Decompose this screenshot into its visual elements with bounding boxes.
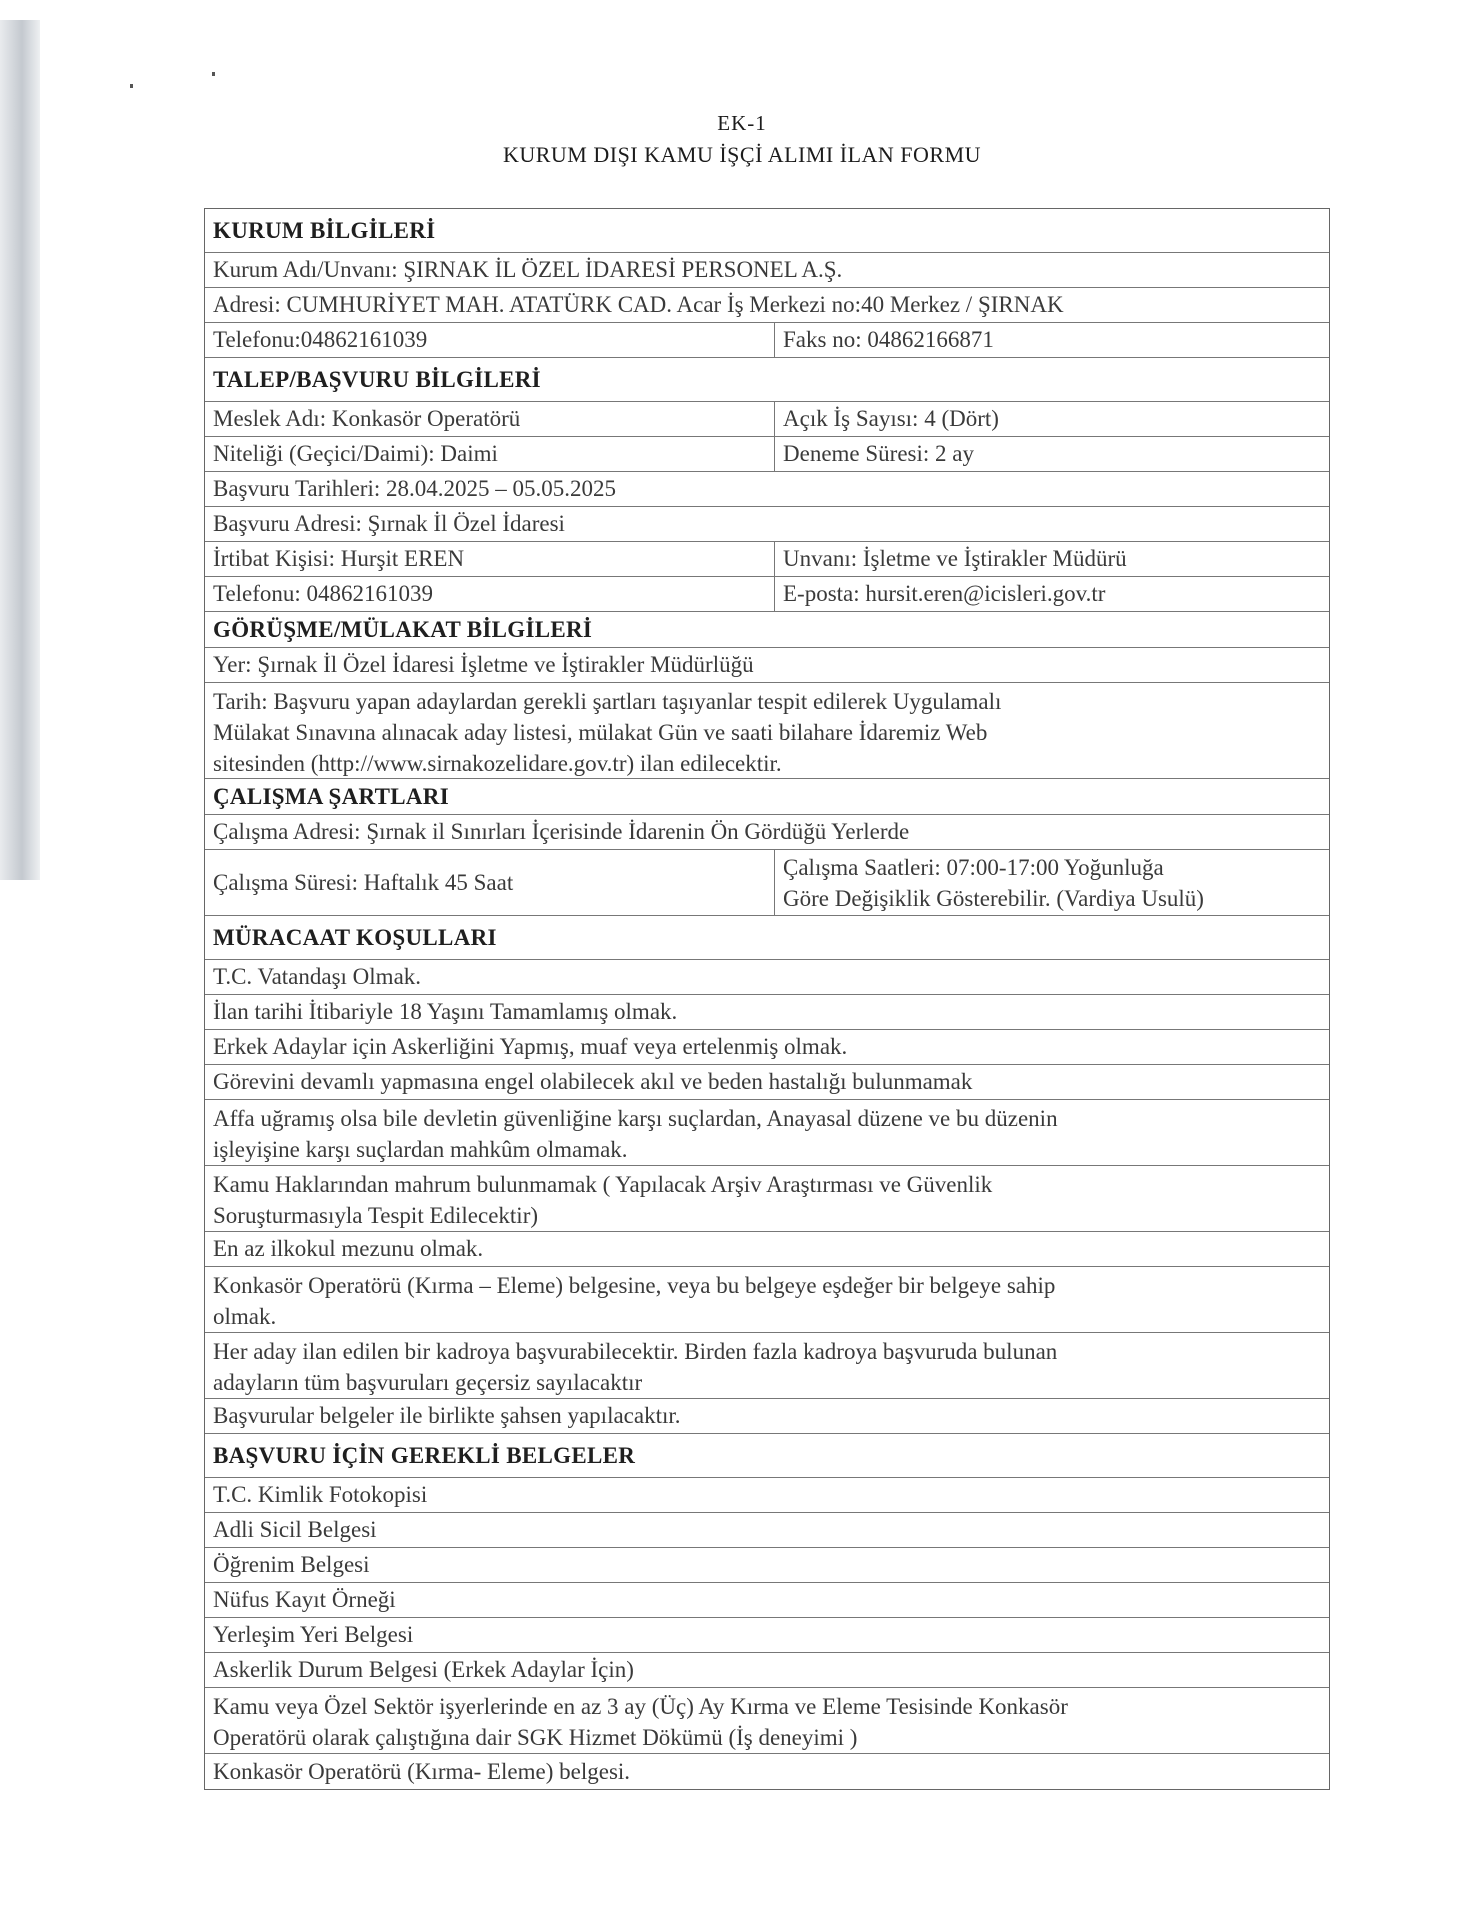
table-row: [205, 1399, 1329, 1434]
trial-period: Deneme Süresi: 2 ay: [783, 441, 974, 466]
section-documents-header: [205, 1434, 1329, 1478]
text-line: Kamu veya Özel Sektör işyerlerinde en az 3 ay (Üç) Ay Kırma ve Eleme Tesisinde Konkasör: [213, 1694, 1068, 1719]
work-hours: [775, 850, 1329, 915]
requirement-item: Başvurular belgeler ile birlikte şahsen yapılacaktır.: [213, 1403, 681, 1428]
table-row: [205, 648, 1329, 683]
table-row: [205, 1618, 1329, 1653]
section-heading: ÇALIŞMA ŞARTLARI: [213, 783, 449, 809]
requirement-item: En az ilkokul mezunu olmak.: [213, 1236, 484, 1261]
work-address: Çalışma Adresi: Şırnak il Sınırları İçerisinde İdarenin Ön Gördüğü Yerlerde: [213, 819, 910, 844]
table-row: [205, 1065, 1329, 1100]
text-line: Her aday ilan edilen bir kadroya başvurabilecektir. Birden fazla kadroya başvuruda bulunan: [213, 1339, 1058, 1364]
document-item: Adli Sicil Belgesi: [213, 1517, 377, 1542]
document-item: Yerleşim Yeri Belgesi: [213, 1622, 414, 1647]
requirement-item: Görevini devamlı yapmasına engel olabilecek akıl ve beden hastalığı bulunmamak: [213, 1069, 973, 1094]
contact-title: Unvanı: İşletme ve İştirakler Müdürü: [783, 546, 1127, 571]
table-row: [205, 402, 1329, 437]
table-row: [205, 815, 1329, 850]
table-row: [205, 683, 1329, 779]
requirement-item: T.C. Vatandaşı Olmak.: [213, 964, 422, 989]
application-address: Başvuru Adresi: Şırnak İl Özel İdaresi: [213, 511, 565, 536]
section-heading: BAŞVURU İÇİN GEREKLİ BELGELER: [213, 1442, 636, 1468]
requirement-item: [205, 1166, 1329, 1231]
text-line: sitesinden (http://www.sirnakozelidare.gov.tr) ilan edilecektir.: [213, 751, 782, 776]
text-line: Soruşturmasıyla Tespit Edilecektir): [213, 1203, 539, 1228]
table-row: [205, 1100, 1329, 1166]
text-line: Kamu Haklarından mahrum bulunmamak ( Yapılacak Arşiv Araştırması ve Güvenlik: [213, 1172, 993, 1197]
table-row: [205, 995, 1329, 1030]
institution-name: Kurum Adı/Unvanı: ŞIRNAK İL ÖZEL İDARESİ PERSONEL A.Ş.: [213, 257, 843, 282]
table-row: [205, 1513, 1329, 1548]
text-line: Göre Değişiklik Gösterebilir. (Vardiya Usulü): [783, 885, 1204, 911]
scan-speck: [130, 84, 133, 88]
text-line: Mülakat Sınavına alınacak aday listesi, mülakat Gün ve saati bilahare İdaremiz Web: [213, 720, 988, 745]
table-row: [205, 960, 1329, 995]
table-row: [205, 507, 1329, 542]
table-row: [205, 472, 1329, 507]
table-row: [205, 323, 1329, 358]
document-item: Askerlik Durum Belgesi (Erkek Adaylar İçin): [213, 1657, 634, 1682]
requirement-item: [205, 1267, 1329, 1332]
table-row: [205, 577, 1329, 612]
contact-person: İrtibat Kişisi: Hurşit EREN: [205, 542, 775, 576]
text-line: Affa uğramış olsa bile devletin güvenliğine karşı suçlardan, Anayasal düzene ve bu düzenin: [213, 1106, 1058, 1131]
section-institution-header: [205, 209, 1329, 253]
text-line: Konkasör Operatörü (Kırma – Eleme) belgesine, veya bu belgeye eşdeğer bir belgeye sahip: [213, 1273, 1056, 1298]
document-item: Nüfus Kayıt Örneği: [213, 1587, 396, 1612]
application-dates: Başvuru Tarihleri: 28.04.2025 – 05.05.2025: [213, 476, 616, 501]
table-row: [205, 1653, 1329, 1688]
section-heading: MÜRACAAT KOŞULLARI: [213, 924, 497, 950]
contact-email: E-posta: hursit.eren@icisleri.gov.tr: [783, 581, 1106, 606]
table-row: [205, 850, 1329, 916]
requirement-item: Erkek Adaylar için Askerliğini Yapmış, muaf veya ertelenmiş olmak.: [213, 1034, 848, 1059]
requirement-item: İlan tarihi İtibariyle 18 Yaşını Tamamlamış olmak.: [213, 999, 678, 1024]
contact-phone: Telefonu: 04862161039: [205, 577, 775, 611]
document-title: KURUM DIŞI KAMU İŞÇİ ALIMI İLAN FORMU: [502, 142, 982, 167]
table-row: [205, 253, 1329, 288]
document-item: [205, 1688, 1329, 1753]
text-line: Çalışma Saatleri: 07:00-17:00 Yoğunluğa: [783, 854, 1164, 880]
table-row: [205, 1267, 1329, 1333]
section-requirements-header: [205, 916, 1329, 960]
document-item: Konkasör Operatörü (Kırma- Eleme) belgesi.: [213, 1758, 631, 1784]
section-interview-header: [205, 612, 1329, 648]
document-item: T.C. Kimlik Fotokopisi: [213, 1482, 428, 1507]
institution-phone: Telefonu:04862161039: [205, 323, 775, 357]
institution-fax: Faks no: 04862166871: [783, 327, 994, 352]
document-header: [0, 108, 1484, 172]
profession-name: Meslek Adı: Konkasör Operatörü: [205, 402, 775, 436]
text-line: olmak.: [213, 1304, 277, 1329]
document-item: Öğrenim Belgesi: [213, 1552, 370, 1577]
annex-label: EK-1: [717, 111, 767, 135]
section-heading: KURUM BİLGİLERİ: [213, 217, 436, 243]
section-work-conditions-header: [205, 779, 1329, 815]
table-row: [205, 1030, 1329, 1065]
table-row: [205, 1333, 1329, 1399]
table-row: [205, 1688, 1329, 1754]
requirement-item: [205, 1333, 1329, 1398]
table-row: [205, 437, 1329, 472]
institution-address: Adresi: CUMHURİYET MAH. ATATÜRK CAD. Acar İş Merkezi no:40 Merkez / ŞIRNAK: [213, 292, 1064, 317]
interview-place: Yer: Şırnak İl Özel İdaresi İşletme ve İştirakler Müdürlüğü: [213, 652, 754, 677]
announcement-form-table: [204, 208, 1330, 1790]
table-row: [205, 1583, 1329, 1618]
table-row: [205, 542, 1329, 577]
table-row: [205, 1166, 1329, 1232]
table-row: [205, 1754, 1329, 1789]
employment-nature: Niteliği (Geçici/Daimi): Daimi: [205, 437, 775, 471]
text-line: Operatörü olarak çalıştığına dair SGK Hizmet Dökümü (İş deneyimi ): [213, 1725, 858, 1750]
table-row: [205, 1232, 1329, 1267]
table-row: [205, 1478, 1329, 1513]
table-row: [205, 1548, 1329, 1583]
table-row: [205, 288, 1329, 323]
interview-date-info: [205, 683, 1329, 778]
text-line: adayların tüm başvuruları geçersiz sayılacaktır: [213, 1370, 643, 1395]
section-heading: TALEP/BAŞVURU BİLGİLERİ: [213, 366, 541, 392]
requirement-item: [205, 1100, 1329, 1165]
text-line: işleyişine karşı suçlardan mahkûm olmamak.: [213, 1137, 628, 1162]
section-heading: GÖRÜŞME/MÜLAKAT BİLGİLERİ: [213, 616, 593, 642]
work-duration: Çalışma Süresi: Haftalık 45 Saat: [205, 850, 775, 915]
text-line: Tarih: Başvuru yapan adaylardan gerekli şartları taşıyanlar tespit edilerek Uygulamalı: [213, 689, 1002, 714]
section-application-header: [205, 358, 1329, 402]
open-positions: Açık İş Sayısı: 4 (Dört): [783, 406, 999, 431]
scan-speck: [212, 72, 215, 76]
